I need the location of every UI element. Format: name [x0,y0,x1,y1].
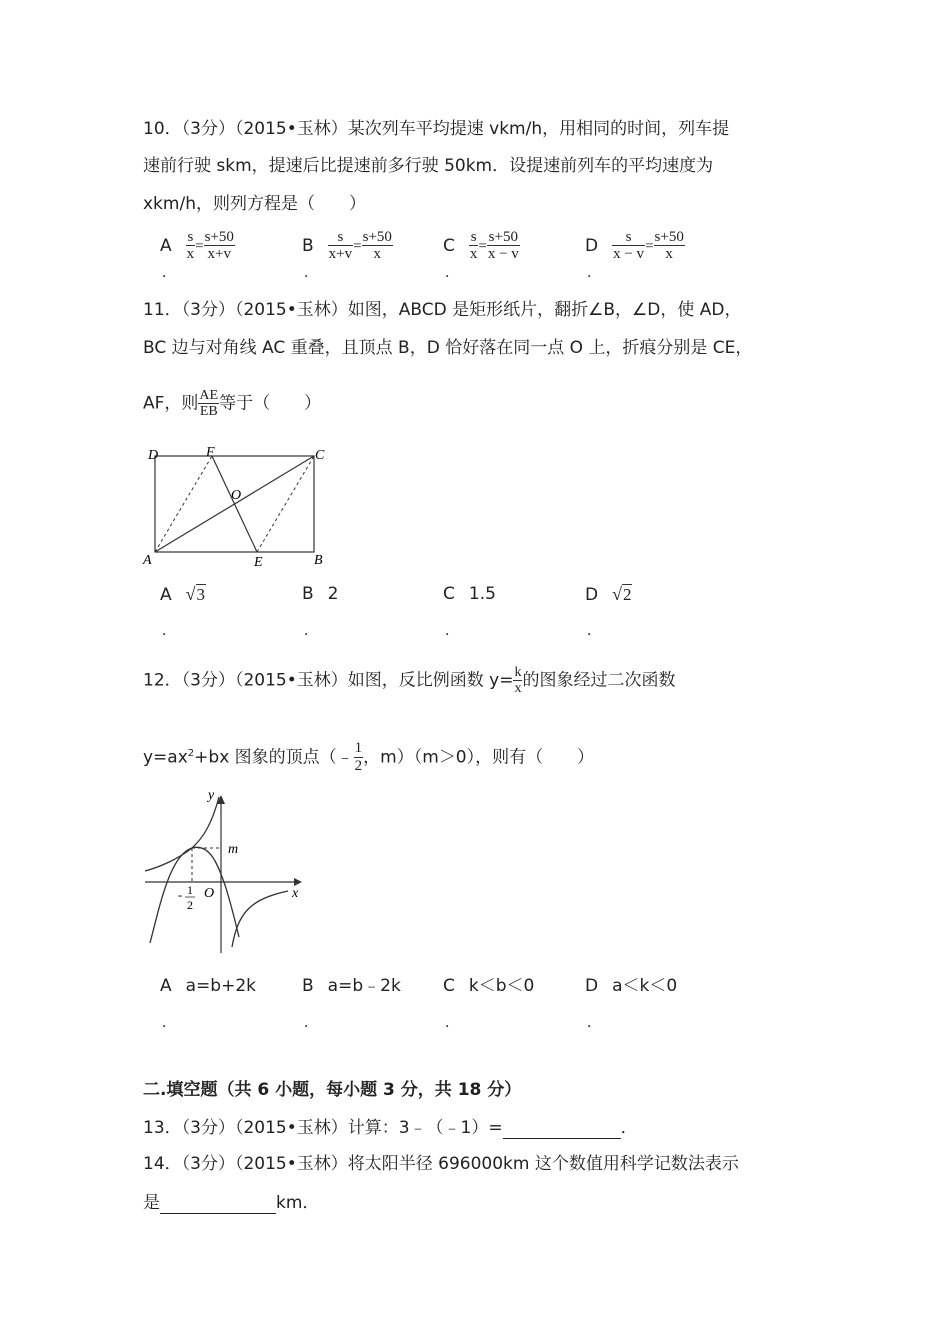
option-value: 1.5 [468,584,496,604]
hyperbola-right-branch [232,891,288,947]
q13-end: ． [620,1118,638,1138]
q11-option-a[interactable] [160,583,206,606]
option-left-fraction [328,229,353,262]
option-dot: ． [587,623,601,639]
label-d: D [148,448,159,463]
q12-line1 [143,665,675,696]
option-right-fraction [487,229,520,262]
option-dot: ． [162,1015,176,1031]
fraction-denominator: x − v [487,246,519,262]
q12-option-c[interactable] [443,975,534,997]
label-half-num: 1 [187,883,193,897]
fraction-numerator: s+50 [204,229,234,245]
hyperbola-left-branch [145,797,219,871]
option-dot: ． [445,1015,459,1031]
q10-line2: 速前行驶 skm，提速后比提速前多行驶 50km．设提速前列车的平均速度为 [143,156,714,176]
fraction-numerator: s [612,229,645,246]
label-half-den: 2 [187,898,193,912]
option-letter: C [443,584,455,604]
label-x: x [292,886,299,901]
option-letter: A [160,235,172,256]
q14-line1: 14．（3分）（2015•玉林）将太阳半径 696000km 这个数值用科学记数法表示 [143,1154,739,1174]
fraction-denominator: x [665,246,673,262]
section-2-title: 二.填空题（共 6 小题，每小题 3 分，共 18 分） [143,1080,522,1100]
option-dot: ． [587,1015,601,1031]
equals-sign: = [195,238,204,255]
option-dot: ． [445,623,459,639]
q14-answer-blank[interactable] [160,1197,276,1214]
q12-option-a[interactable] [160,975,256,997]
option-value: a＜k＜0 [612,976,678,996]
q13-line [143,1117,638,1139]
option-value: 2 [327,584,339,604]
fraction-denominator: x [514,681,522,696]
label-origin: O [204,886,215,901]
q11-line3 [143,388,321,419]
option-right-fraction [204,229,235,262]
option-dot: ． [445,265,459,281]
option-letter: B [302,584,314,604]
fraction-denominator: x − v [613,246,645,262]
q11-line1: 11．（3分）（2015•玉林）如图，ABCD 是矩形纸片，翻折∠B，∠D，使 AD， [143,300,742,320]
q13-text: 13．（3分）（2015•玉林）计算：3﹣（﹣1）= [143,1118,503,1138]
q12-line1-post: 的图象经过二次函数 [522,670,676,691]
q10-option-c[interactable] [443,229,520,262]
q11-option-c[interactable] [443,583,496,605]
fraction-denominator: 2 [354,758,363,774]
option-dot: ． [304,1015,318,1031]
x-axis-arrow-icon [294,878,302,886]
q11-line3-pre: AF，则 [143,393,199,414]
option-dot: ． [162,623,176,639]
option-dot: ． [587,265,601,281]
option-value: 2 [622,585,632,604]
fraction-numerator: k [514,665,522,680]
equals-sign: = [478,238,487,255]
q12-option-d[interactable] [585,975,677,997]
fraction-numerator: s [470,229,477,245]
label-b: B [314,553,323,568]
option-right-fraction [654,229,685,262]
option-value: k＜b＜0 [468,976,535,996]
option-letter: C [443,235,455,256]
option-left-fraction [186,229,196,262]
q11-option-d[interactable] [585,583,632,606]
equals-sign: = [353,238,362,255]
exponent: 2 [187,747,195,759]
option-letter: D [585,235,599,256]
q13-answer-blank[interactable] [503,1122,621,1139]
rectangle-fold-figure [140,440,340,572]
option-value: 3 [196,585,206,604]
ae-over-eb-fraction [198,388,219,419]
option-dot: ． [304,623,318,639]
equals-sign: = [645,238,654,255]
q14-line2-post: km． [276,1193,320,1213]
q10-line1: 10．（3分）（2015•玉林）某次列车平均提速 vkm/h，用相同的时间，列车提 [143,119,730,139]
fraction-numerator: s [187,229,194,245]
option-value: a=b+2k [185,976,256,996]
q12-line2-post: ，m）（m＞0），则有（ ） [363,747,595,768]
fraction-denominator: x [186,246,195,262]
segment-fe [212,456,257,552]
label-m: m [228,842,239,857]
fraction-numerator: s [328,229,353,246]
option-letter: B [302,976,314,996]
function-graph-figure [140,785,310,960]
label-neg-sign: - [178,887,183,902]
fraction-denominator: x+v [207,246,231,262]
label-a: A [143,553,152,568]
fraction-denominator: x [373,246,381,262]
q12-line2-pre: y=ax [143,747,188,768]
q14-line2-pre: 是 [143,1193,160,1213]
option-letter: D [585,976,599,996]
label-c: C [315,448,325,463]
option-left-fraction [612,229,645,262]
option-letter: D [585,585,599,605]
label-e: E [254,555,263,570]
fraction-denominator: EB [199,404,218,419]
option-dot: ． [304,265,318,281]
option-letter: C [443,976,455,996]
option-letter: A [160,585,172,605]
q12-option-b[interactable] [302,975,401,997]
fraction-denominator: x+v [328,246,353,262]
label-o: O [231,488,242,503]
q11-line3-post: 等于（ ） [219,393,322,414]
fold-line-af [155,456,212,552]
option-value: a=b﹣2k [327,976,401,996]
label-y: y [208,788,215,803]
q14-line2 [143,1192,319,1214]
q11-option-b[interactable] [302,583,339,605]
option-left-fraction [469,229,479,262]
q10-line3: xkm/h，则列方程是（ ） [143,194,366,214]
fraction-numerator: s+50 [362,229,392,245]
q10-option-d[interactable] [585,229,685,262]
q10-option-a[interactable] [160,229,235,262]
fraction-numerator: s+50 [488,229,518,245]
option-dot: ． [162,265,176,281]
q12-line1-pre: 12．（3分）（2015•玉林）如图，反比例函数 y= [143,670,514,691]
option-letter: B [302,235,314,256]
sqrt-symbol: √ [612,584,622,604]
fraction-denominator: x [469,246,478,262]
sqrt-symbol: √ [185,584,196,604]
fraction-numerator: 1 [354,740,363,756]
fold-line-ce [257,456,314,552]
q12-line2 [143,740,594,775]
one-half-fraction [354,740,364,775]
q10-option-b[interactable] [302,229,393,262]
q11-line2: BC 边与对角线 AC 重叠，且顶点 B，D 恰好落在同一点 O 上，折痕分别是 CE， [143,338,753,358]
option-letter: A [160,976,172,996]
fraction-numerator: s+50 [654,229,684,245]
label-f: F [206,445,215,460]
parabola-curve [150,847,239,943]
option-right-fraction [362,229,393,262]
q12-line2-mid: +bx 图象的顶点（﹣ [194,747,354,768]
fraction-numerator: AE [199,388,219,403]
